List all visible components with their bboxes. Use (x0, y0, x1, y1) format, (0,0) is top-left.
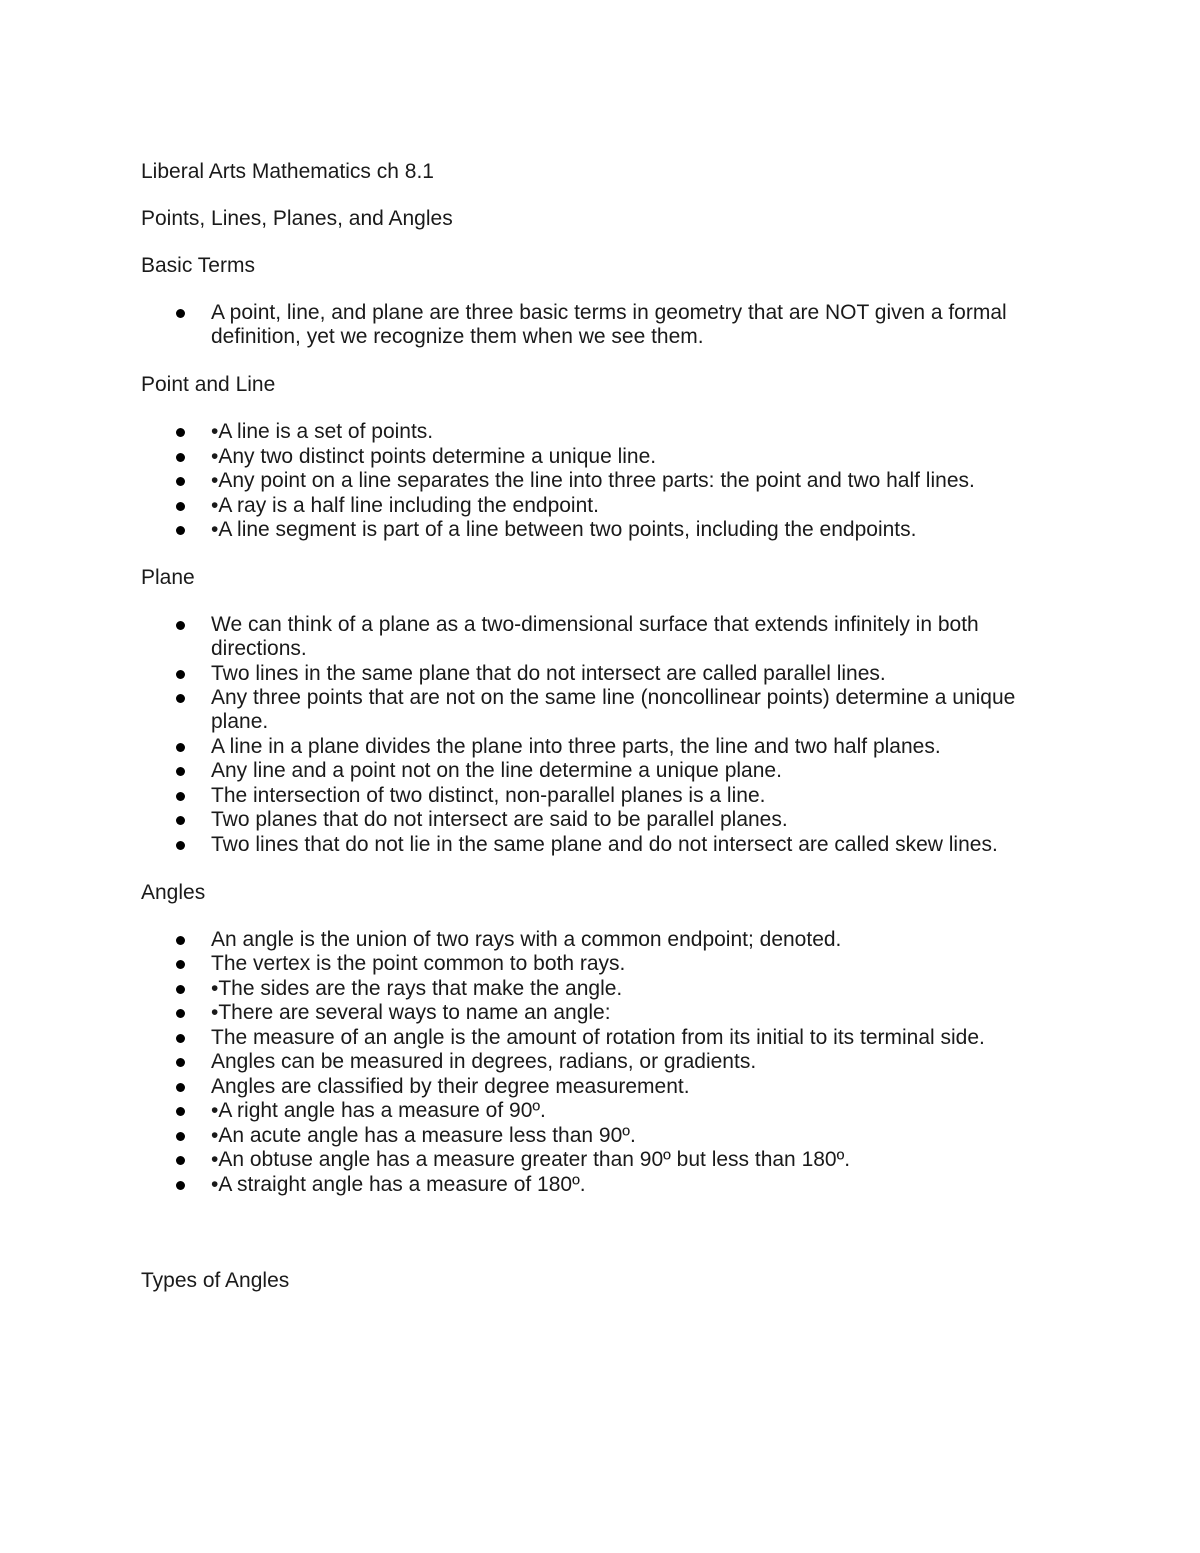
bullet-icon (176, 621, 185, 630)
list-item: Two lines that do not lie in the same plane and do not intersect are called skew lines. (141, 833, 1051, 857)
list-item: •The sides are the rays that make the angle. (141, 977, 1051, 1001)
list-item: Any line and a point not on the line determine a unique plane. (141, 759, 1051, 783)
list-item: Any three points that are not on the same line (noncollinear points) determine a unique plane. (141, 686, 1051, 734)
angles-list (141, 928, 1051, 1197)
bullet-icon (176, 428, 185, 437)
bullet-icon (176, 985, 185, 994)
point-and-line-list (141, 420, 1051, 542)
bullet-icon (176, 1083, 185, 1092)
list-item: •A ray is a half line including the endpoint. (141, 494, 1051, 518)
document-page (141, 160, 1051, 1316)
section-heading-point-and-line: Point and Line (141, 373, 276, 396)
list-item: Two planes that do not intersect are said to be parallel planes. (141, 808, 1051, 832)
basic-terms-list (141, 301, 1051, 349)
bullet-icon (176, 1034, 185, 1043)
list-item: The intersection of two distinct, non-parallel planes is a line. (141, 784, 1051, 808)
list-item: Angles are classified by their degree measurement. (141, 1075, 1051, 1099)
section-heading-types-of-angles: Types of Angles (141, 1268, 290, 1292)
bullet-icon (176, 1132, 185, 1141)
list-item: A line in a plane divides the plane into three parts, the line and two half planes. (141, 735, 1051, 759)
list-item: A point, line, and plane are three basic terms in geometry that are NOT given a formal definition, yet we recognize them when we see them. (141, 301, 1051, 349)
list-item: The vertex is the point common to both rays. (141, 952, 1051, 976)
bullet-icon (176, 792, 185, 801)
bullet-icon (176, 1009, 185, 1018)
list-item: We can think of a plane as a two-dimensional surface that extends infinitely in both directions. (141, 613, 1051, 661)
bullet-icon (176, 816, 185, 825)
list-item: •A straight angle has a measure of 180º. (141, 1173, 1051, 1197)
bullet-icon (176, 1181, 185, 1190)
bullet-icon (176, 767, 185, 776)
list-item: •Any point on a line separates the line into three parts: the point and two half lines. (141, 469, 1051, 493)
list-item: •Any two distinct points determine a unique line. (141, 445, 1051, 469)
list-item: Two lines in the same plane that do not intersect are called parallel lines. (141, 662, 1051, 686)
list-item: •A line is a set of points. (141, 420, 1051, 444)
bullet-icon (176, 1058, 185, 1067)
section-heading-plane: Plane (141, 566, 195, 589)
list-item: •An obtuse angle has a measure greater than 90º but less than 180º. (141, 1148, 1051, 1172)
bullet-icon (176, 309, 185, 318)
section-heading-basic-terms: Basic Terms (141, 254, 255, 277)
list-item: •An acute angle has a measure less than 90º. (141, 1124, 1051, 1148)
bullet-icon (176, 841, 185, 850)
section-heading-angles: Angles (141, 880, 206, 904)
bullet-icon (176, 453, 185, 462)
list-item: •A line segment is part of a line between two points, including the endpoints. (141, 518, 1051, 542)
document-title: Liberal Arts Mathematics ch 8.1 (141, 160, 434, 183)
bullet-icon (176, 743, 185, 752)
list-item: The measure of an angle is the amount of rotation from its initial to its terminal side. (141, 1026, 1051, 1050)
bullet-icon (176, 1156, 185, 1165)
bullet-icon (176, 960, 185, 969)
list-item: •A right angle has a measure of 90º. (141, 1099, 1051, 1123)
plane-list (141, 613, 1051, 857)
list-item: An angle is the union of two rays with a common endpoint; denoted. (141, 928, 1051, 952)
list-item: •There are several ways to name an angle: (141, 1001, 1051, 1025)
bullet-icon (176, 477, 185, 486)
list-item: Angles can be measured in degrees, radians, or gradients. (141, 1050, 1051, 1074)
bullet-icon (176, 526, 185, 535)
bullet-icon (176, 502, 185, 511)
bullet-icon (176, 694, 185, 703)
bullet-icon (176, 670, 185, 679)
bullet-icon (176, 936, 185, 945)
document-subtitle: Points, Lines, Planes, and Angles (141, 207, 453, 230)
bullet-icon (176, 1107, 185, 1116)
